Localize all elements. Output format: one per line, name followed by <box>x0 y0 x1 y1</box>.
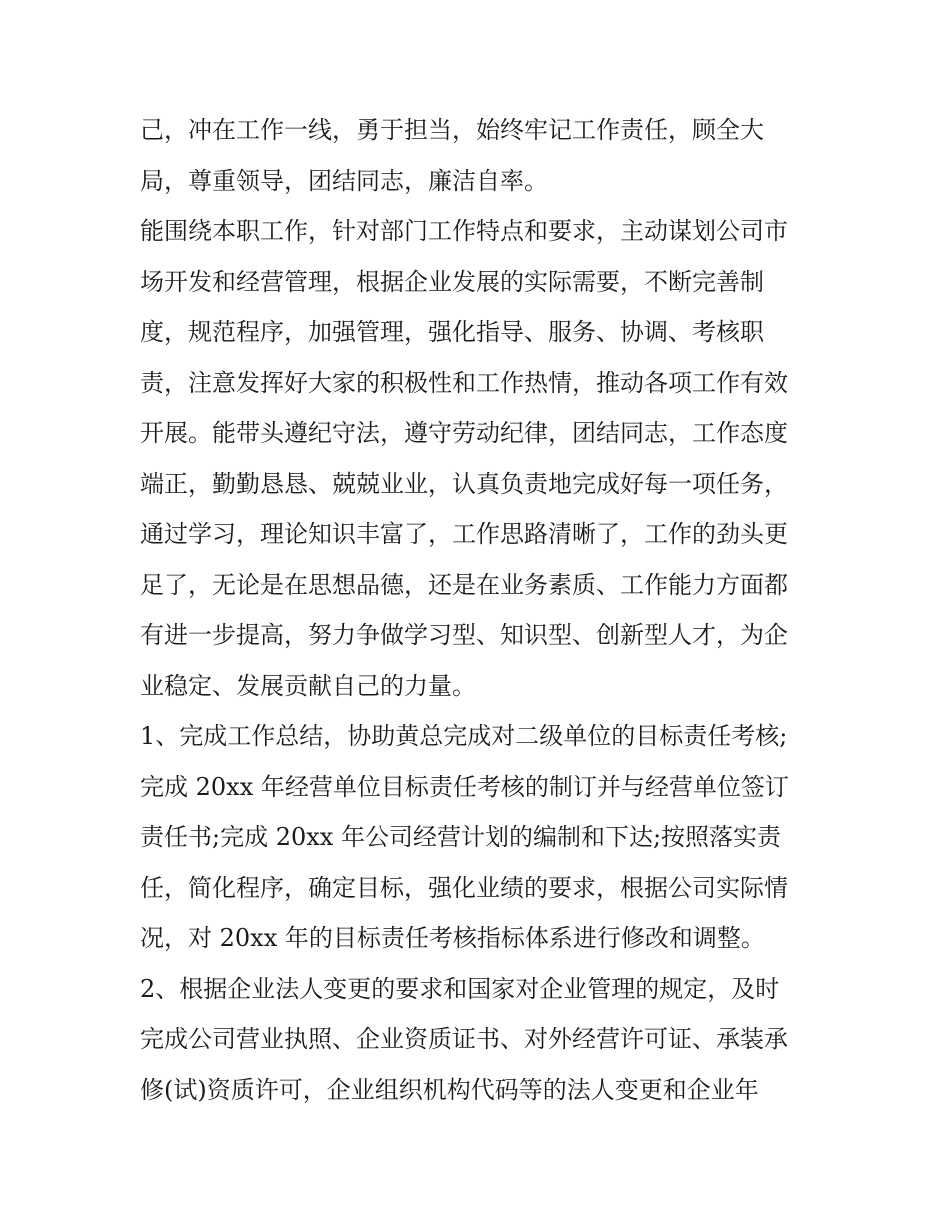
text-line: 场开发和经营管理，根据企业发展的实际需要，不断完善制 <box>140 267 764 296</box>
text-line: 有进一步提高，努力争做学习型、知识型、创新型人才，为企 <box>140 621 788 649</box>
text-line: 任，简化程序，确定目标，强化业绩的要求，根据公司实际情 <box>140 873 788 902</box>
text-line: 端正，勤勤恳恳、兢兢业业，认真负责地完成好每一项任务， <box>140 469 788 498</box>
text-line: 责，注意发挥好大家的积极性和工作热情，推动各项工作有效 <box>140 368 788 397</box>
text-line: 2、根据企业法人变更的要求和国家对企业管理的规定，及时 <box>140 974 780 1003</box>
text-line: 责任书;完成 20xx 年公司经营计划的编制和下达;按照落实责 <box>140 823 782 851</box>
text-line: 开展。能带头遵纪守法，遵守劳动纪律，团结同志，工作态度 <box>140 419 788 447</box>
text-line: 能围绕本职工作，针对部门工作特点和要求，主动谋划公司市 <box>140 217 788 245</box>
text-line: 1、完成工作总结，协助黄总完成对二级单位的目标责任考核; <box>140 722 788 750</box>
document-body <box>140 105 830 1115</box>
text-line: 完成 20xx 年经营单位目标责任考核的制订并与经营单位签订 <box>140 772 789 801</box>
text-line: 完成公司营业执照、企业资质证书、对外经营许可证、承装承 <box>140 1025 788 1053</box>
text-line: 业稳定、发展贡献自己的力量。 <box>140 671 476 700</box>
text-line: 通过学习，理论知识丰富了，工作思路清晰了，工作的劲头更 <box>140 520 788 548</box>
text-line: 足了，无论是在思想品德，还是在业务素质、工作能力方面都 <box>140 570 788 599</box>
text-line: 况，对 20xx 年的目标责任考核指标体系进行修改和调整。 <box>140 924 765 952</box>
text-line: 局，尊重领导，团结同志，廉洁自率。 <box>140 166 548 195</box>
text-line: 修(试)资质许可，企业组织机构代码等的法人变更和企业年 <box>140 1075 759 1104</box>
text-line: 己，冲在工作一线，勇于担当，始终牢记工作责任，顾全大 <box>140 116 764 144</box>
text-line: 度，规范程序，加强管理，强化指导、服务、协调、考核职 <box>140 318 764 346</box>
